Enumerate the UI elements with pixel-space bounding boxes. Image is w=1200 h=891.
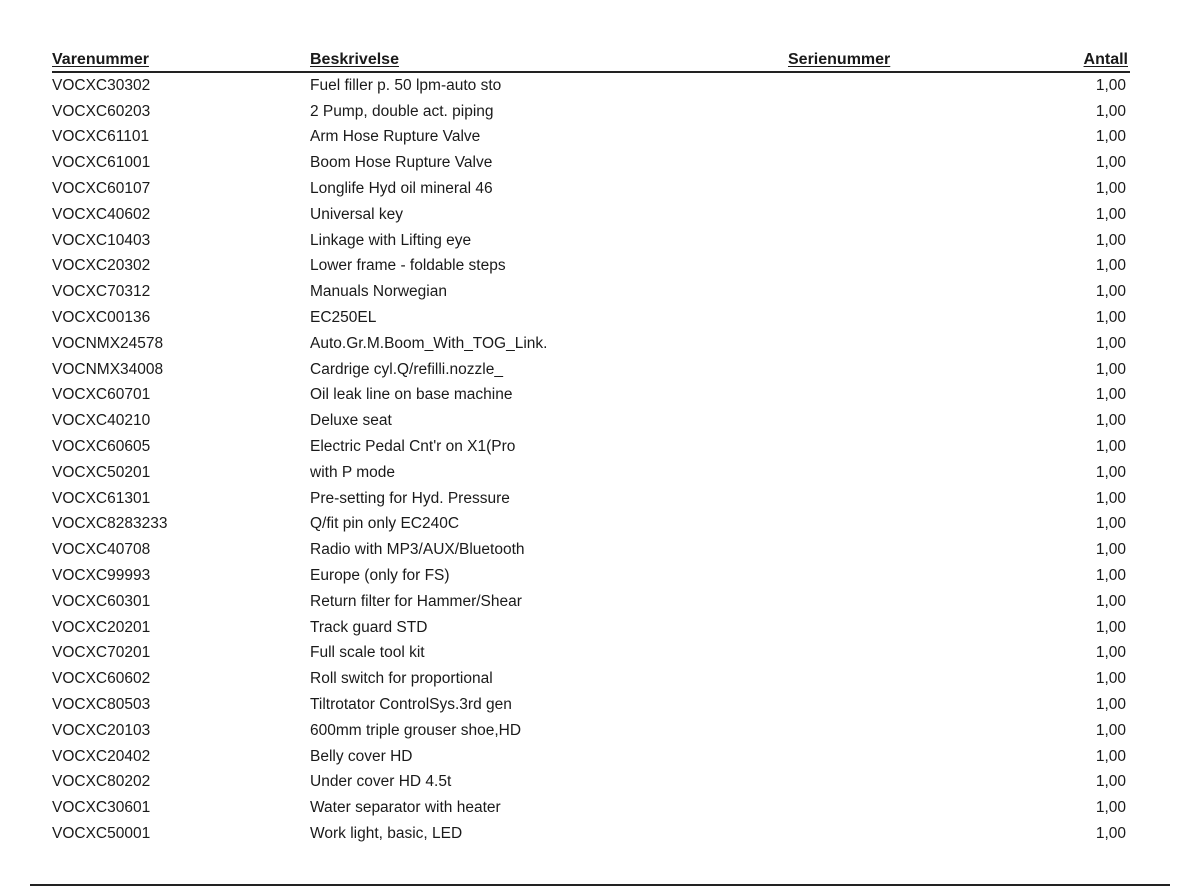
cell-quantity: 1,00 [1095, 102, 1126, 120]
cell-description: Roll switch for proportional [310, 670, 493, 688]
table-row [52, 228, 1130, 254]
cell-item-number: VOCXC70312 [52, 283, 151, 301]
cell-description: Deluxe seat [310, 412, 392, 430]
cell-item-number: VOCXC60605 [52, 438, 151, 456]
cell-description: Auto.Gr.M.Boom_With_TOG_Link. [310, 334, 548, 352]
cell-serial-number [750, 150, 970, 176]
cell-item-number: VOCNMX34008 [52, 360, 164, 378]
cell-item-number: VOCXC80503 [52, 696, 151, 714]
cell-description: Oil leak line on base machine [310, 386, 513, 404]
cell-item-number: VOCXC20302 [52, 257, 151, 275]
cell-description: Longlife Hyd oil mineral 46 [310, 180, 493, 198]
cell-serial-number [750, 202, 970, 228]
cell-description: Cardrige cyl.Q/refilli.nozzle_ [310, 360, 503, 378]
cell-description: 2 Pump, double act. piping [310, 102, 494, 120]
table-row [52, 125, 1130, 151]
cell-quantity: 1,00 [1095, 567, 1126, 585]
table-row [52, 821, 1130, 847]
cell-quantity: 1,00 [1095, 180, 1126, 198]
cell-quantity: 1,00 [1095, 696, 1126, 714]
cell-quantity: 1,00 [1095, 721, 1126, 739]
table-row [52, 176, 1130, 202]
cell-item-number: VOCXC50001 [52, 825, 151, 842]
table-row [52, 795, 1130, 821]
cell-quantity: 1,00 [1095, 154, 1126, 172]
cell-quantity: 1,00 [1095, 231, 1126, 249]
table-row [52, 202, 1130, 228]
table-row [52, 357, 1130, 383]
cell-quantity: 1,00 [1095, 76, 1126, 94]
table-row [52, 512, 1130, 538]
cell-serial-number [750, 357, 970, 383]
cell-quantity: 1,00 [1095, 257, 1126, 275]
cell-item-number: VOCXC60602 [52, 670, 151, 688]
cell-serial-number [750, 512, 970, 538]
table-row [52, 305, 1130, 331]
cell-quantity: 1,00 [1095, 128, 1126, 146]
table-row [52, 279, 1130, 305]
cell-serial-number [750, 795, 970, 821]
cell-item-number: VOCXC20103 [52, 721, 151, 739]
cell-quantity: 1,00 [1095, 283, 1126, 301]
table-row [52, 718, 1130, 744]
cell-quantity: 1,00 [1095, 773, 1126, 791]
cell-item-number: VOCXC99993 [52, 567, 151, 585]
item-table [52, 50, 1130, 847]
table-row [52, 254, 1130, 280]
cell-item-number: VOCNMX24578 [52, 334, 164, 352]
table-row [52, 641, 1130, 667]
cell-item-number: VOCXC60203 [52, 102, 151, 120]
cell-description: Water separator with heater [310, 799, 501, 817]
cell-serial-number [750, 563, 970, 589]
cell-description: Track guard STD [310, 618, 428, 636]
cell-item-number: VOCXC61001 [52, 154, 151, 172]
table-row [52, 99, 1130, 125]
cell-quantity: 1,00 [1095, 412, 1126, 430]
cell-serial-number [750, 99, 970, 125]
table-row [52, 589, 1130, 615]
cell-quantity: 1,00 [1095, 463, 1126, 481]
cell-description: Belly cover HD [310, 747, 413, 765]
cell-serial-number [750, 72, 970, 99]
cell-quantity: 1,00 [1095, 360, 1126, 378]
cell-serial-number [750, 537, 970, 563]
cell-serial-number [750, 666, 970, 692]
cell-serial-number [750, 176, 970, 202]
cell-serial-number [750, 744, 970, 770]
table-row [52, 72, 1130, 99]
cell-item-number: VOCXC60301 [52, 592, 151, 610]
header-item-number: Varenummer [52, 50, 310, 72]
cell-description: Return filter for Hammer/Shear [310, 592, 522, 610]
cell-description: Lower frame - foldable steps [310, 257, 506, 275]
cell-quantity: 1,00 [1095, 825, 1126, 842]
cell-quantity: 1,00 [1095, 205, 1126, 223]
table-row [52, 770, 1130, 796]
cell-serial-number [750, 460, 970, 486]
cell-description: Full scale tool kit [310, 644, 425, 662]
cell-description: Work light, basic, LED [310, 825, 463, 842]
cell-description: 600mm triple grouser shoe,HD [310, 721, 522, 739]
cell-serial-number [750, 486, 970, 512]
cell-quantity: 1,00 [1095, 799, 1126, 817]
cell-item-number: VOCXC30302 [52, 76, 151, 94]
cell-item-number: VOCXC61301 [52, 489, 151, 507]
cell-description: Pre-setting for Hyd. Pressure [310, 489, 510, 507]
table-row [52, 150, 1130, 176]
cell-serial-number [750, 434, 970, 460]
cell-item-number: VOCXC40602 [52, 205, 151, 223]
cell-description: Tiltrotator ControlSys.3rd gen [310, 696, 512, 714]
cell-quantity: 1,00 [1095, 438, 1126, 456]
cell-quantity: 1,00 [1095, 386, 1126, 404]
cell-serial-number [750, 254, 970, 280]
table-row [52, 331, 1130, 357]
table-row [52, 615, 1130, 641]
table-header [52, 50, 1130, 72]
cell-serial-number [750, 279, 970, 305]
table-row [52, 383, 1130, 409]
header-serial-number: Serienummer [750, 50, 970, 72]
cell-description: Radio with MP3/AUX/Bluetooth [310, 541, 525, 559]
header-row [52, 50, 1130, 72]
cell-quantity: 1,00 [1095, 541, 1126, 559]
cell-quantity: 1,00 [1095, 309, 1126, 327]
table-row [52, 408, 1130, 434]
cell-quantity: 1,00 [1095, 618, 1126, 636]
cell-item-number: VOCXC80202 [52, 773, 151, 791]
cell-item-number: VOCXC70201 [52, 644, 151, 662]
cell-description: Fuel filler p. 50 lpm-auto sto [310, 76, 502, 94]
table-row [52, 563, 1130, 589]
cell-description: Q/fit pin only EC240C [310, 515, 460, 533]
cell-serial-number [750, 692, 970, 718]
cell-description: with P mode [310, 463, 396, 481]
cell-serial-number [750, 770, 970, 796]
cell-description: Europe (only for FS) [310, 567, 450, 585]
cell-item-number: VOCXC00136 [52, 309, 151, 327]
cell-item-number: VOCXC40210 [52, 412, 151, 430]
cell-description: Electric Pedal Cnt'r on X1(Pro [310, 438, 516, 456]
cell-quantity: 1,00 [1095, 592, 1126, 610]
cell-item-number: VOCXC20201 [52, 618, 151, 636]
table-row [52, 460, 1130, 486]
cell-description: Manuals Norwegian [310, 283, 447, 301]
cell-quantity: 1,00 [1095, 515, 1126, 533]
cell-item-number: VOCXC50201 [52, 463, 151, 481]
cell-item-number: VOCXC20402 [52, 747, 151, 765]
cell-serial-number [750, 821, 970, 847]
cell-item-number: VOCXC8283233 [52, 515, 168, 533]
cell-serial-number [750, 641, 970, 667]
cell-serial-number [750, 228, 970, 254]
header-quantity: Antall [970, 50, 1130, 72]
table-body [52, 72, 1130, 847]
cell-item-number: VOCXC10403 [52, 231, 151, 249]
table-row [52, 692, 1130, 718]
cell-serial-number [750, 305, 970, 331]
cell-quantity: 1,00 [1095, 489, 1126, 507]
cell-description: Boom Hose Rupture Valve [310, 154, 493, 172]
header-description: Beskrivelse [310, 50, 750, 72]
cell-serial-number [750, 383, 970, 409]
cell-item-number: VOCXC60701 [52, 386, 151, 404]
cell-item-number: VOCXC61101 [52, 128, 150, 146]
cell-serial-number [750, 408, 970, 434]
cell-item-number: VOCXC30601 [52, 799, 151, 817]
cell-serial-number [750, 589, 970, 615]
cell-description: Arm Hose Rupture Valve [310, 128, 481, 146]
cell-description: Under cover HD 4.5t [310, 773, 452, 791]
cell-item-number: VOCXC60107 [52, 180, 151, 198]
cell-quantity: 1,00 [1095, 670, 1126, 688]
cell-serial-number [750, 615, 970, 641]
table-row [52, 666, 1130, 692]
cell-serial-number [750, 125, 970, 151]
cell-serial-number [750, 331, 970, 357]
table-row [52, 537, 1130, 563]
cell-quantity: 1,00 [1095, 334, 1126, 352]
table-row [52, 434, 1130, 460]
cell-description: Universal key [310, 205, 404, 223]
cell-quantity: 1,00 [1095, 644, 1126, 662]
table-row [52, 486, 1130, 512]
cell-item-number: VOCXC40708 [52, 541, 151, 559]
cell-quantity: 1,00 [1095, 747, 1126, 765]
footer-divider [30, 884, 1170, 886]
cell-description: EC250EL [310, 309, 377, 327]
table-row [52, 744, 1130, 770]
cell-serial-number [750, 718, 970, 744]
cell-description: Linkage with Lifting eye [310, 231, 472, 249]
